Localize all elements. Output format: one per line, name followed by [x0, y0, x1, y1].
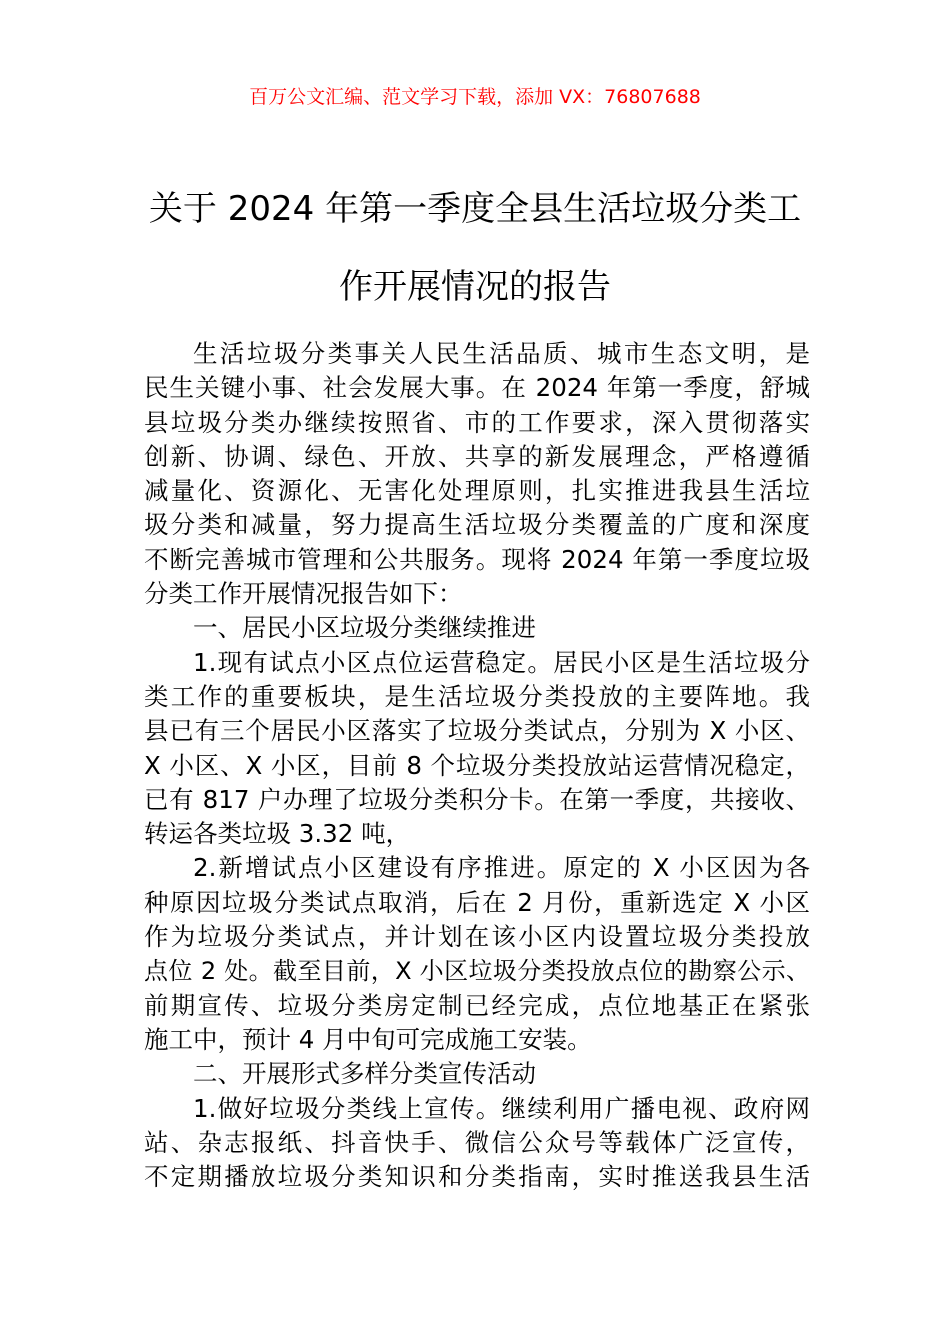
body-line: 2.新增试点小区建设有序推进。原定的 X 小区因为各 — [193, 853, 810, 883]
watermark-text: 百万公文汇编、范文学习下载，添加 VX：76807688 — [249, 86, 701, 108]
body-line: 已有 817 户办理了垃圾分类积分卡。在第一季度，共接收、 — [144, 784, 810, 814]
document-body — [144, 337, 810, 1194]
body-line: 作为垃圾分类试点，并计划在该小区内设置垃圾分类投放 — [144, 922, 810, 952]
title-line-2: 作开展情况的报告 — [339, 267, 611, 307]
body-line: 种原因垃圾分类试点取消，后在 2 月份，重新选定 X 小区 — [144, 887, 810, 917]
body-line: 转运各类垃圾 3.32 吨， — [144, 819, 411, 849]
body-line: 施工中，预计 4 月中旬可完成施工安装。 — [144, 1024, 592, 1054]
body-line: 1.做好垃圾分类线上宣传。继续利用广播电视、政府网 — [193, 1093, 810, 1123]
body-line: 1.现有试点小区点位运营稳定。居民小区是生活垃圾分 — [193, 647, 810, 677]
body-line: 县已有三个居民小区落实了垃圾分类试点，分别为 X 小区、 — [144, 716, 810, 746]
body-line: 一、居民小区垃圾分类继续推进 — [193, 613, 536, 643]
body-line: X 小区、X 小区，目前 8 个垃圾分类投放站运营情况稳定， — [144, 750, 810, 780]
body-line: 点位 2 处。截至目前，X 小区垃圾分类投放点位的勘察公示、 — [144, 957, 810, 986]
body-line: 县垃圾分类办继续按照省、市的工作要求，深入贯彻落实 — [144, 407, 810, 437]
body-line: 站、杂志报纸、抖音快手、微信公众号等载体广泛宣传， — [144, 1127, 810, 1157]
body-line: 创新、协调、绿色、开放、共享的新发展理念，严格遵循 — [144, 441, 810, 471]
watermark-header — [0, 84, 950, 110]
body-line: 前期宣传、垃圾分类房定制已经完成，点位地基正在紧张 — [144, 990, 810, 1020]
body-line: 类工作的重要板块，是生活垃圾分类投放的主要阵地。我 — [144, 681, 810, 711]
body-line: 生活垃圾分类事关人民生活品质、城市生态文明，是 — [193, 339, 810, 368]
document-title — [120, 170, 830, 326]
body-line: 分类工作开展情况报告如下： — [144, 579, 463, 609]
title-line-1: 关于 2024 年第一季度全县生活垃圾分类工 — [148, 189, 802, 229]
body-line: 减量化、资源化、无害化处理原则，扎实推进我县生活垃 — [144, 476, 810, 506]
body-line: 民生关键小事、社会发展大事。在 2024 年第一季度，舒城 — [144, 373, 810, 403]
body-line: 二、开展形式多样分类宣传活动 — [193, 1059, 536, 1089]
body-line: 圾分类和减量，努力提高生活垃圾分类覆盖的广度和深度 — [144, 510, 810, 540]
body-line: 不定期播放垃圾分类知识和分类指南，实时推送我县生活 — [144, 1162, 810, 1192]
body-line: 不断完善城市管理和公共服务。现将 2024 年第一季度垃圾 — [144, 544, 810, 574]
